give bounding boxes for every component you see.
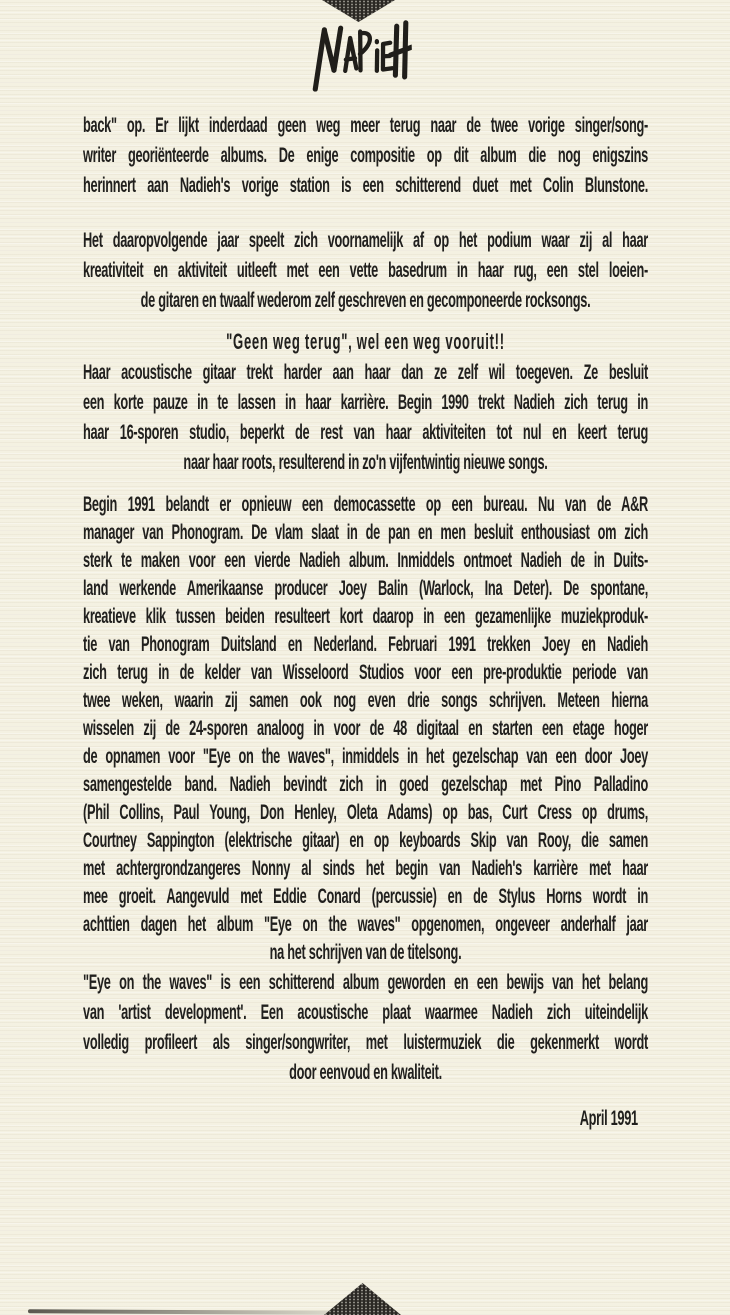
paragraph-begin-1991 xyxy=(83,490,648,966)
text-line: Het daaropvolgende jaar speelt zich voornamelijk af op het podium waar zij al haar xyxy=(83,228,648,252)
text-line: met achtergrondzangeres Nonny al sinds het begin van Nadieh's karrière met haar xyxy=(83,856,648,880)
text-line: mee groeit. Aangevuld met Eddie Conard (percussie) en de Stylus Horns wordt in xyxy=(83,884,648,908)
section-heading: "Geen weg terug", wel een weg vooruit!! xyxy=(226,329,505,354)
text-line: door eenvoud en kwaliteit. xyxy=(289,1060,442,1084)
text-line: manager van Phonogram. De vlam slaat in de pan en men besluit enthousiast om zich xyxy=(83,520,648,544)
text-line: land werkende Amerikaanse producer Joey Balin (Warlock, Ina Deter). De spontane, xyxy=(83,576,648,600)
paragraph-following-year xyxy=(83,225,648,315)
text-line: sterk te maken voor een vierde Nadieh album. Inmiddels ontmoet Nadieh de in Duits- xyxy=(83,548,648,572)
text-line: writer georiënteerde albums. De enige compositie op dit album die nog enigszins xyxy=(83,143,648,167)
paragraph-acoustic-guitar xyxy=(83,357,648,477)
text-line: back" op. Er lijkt inderdaad geen weg meer terug naar de twee vorige singer/song- xyxy=(83,113,648,137)
text-line: zich terug in de kelder van Wisseloord Studios voor een pre-produktie periode van xyxy=(83,660,648,684)
text-line: twee weken, waarin zij samen ook nog even drie songs schrijven. Meteen hierna xyxy=(83,688,648,712)
text-line: een korte pauze in te lassen in haar karrière. Begin 1990 trekt Nadieh zich terug in xyxy=(83,390,648,414)
text-line: de opnamen voor "Eye on the waves", inmiddels in het gezelschap van een door Joey xyxy=(83,744,648,768)
nadieh-logo xyxy=(309,18,413,92)
text-line: na het schrijven van de titelsong. xyxy=(269,940,462,964)
diamond-ornament-bottom-icon xyxy=(324,1283,401,1315)
scan-edge-artifact xyxy=(28,1309,333,1315)
paragraph-no-way-back xyxy=(83,110,648,200)
text-line: herinnert aan Nadieh's vorige station is een schitterend duet met Colin Blunstone. xyxy=(83,173,648,197)
text-line: (Phil Collins, Paul Young, Don Henley, Oleta Adams) op bas, Curt Cress op drums, xyxy=(83,800,648,824)
text-line: Begin 1991 belandt er opnieuw een democassette op een bureau. Nu van de A&R xyxy=(83,492,648,516)
text-line: Haar acoustische gitaar trekt harder aan haar dan ze zelf wil toegeven. Ze besluit xyxy=(83,360,648,384)
paragraph-eye-on-the-waves xyxy=(83,967,648,1087)
text-line: haar 16-sporen studio, beperkt de rest van haar aktiviteiten tot nul en keert terug xyxy=(83,420,648,444)
text-line: tie van Phonogram Duitsland en Nederland. Februari 1991 trekken Joey en Nadieh xyxy=(83,632,648,656)
date-line: April 1991 xyxy=(579,1106,638,1130)
text-line: volledig profileert als singer/songwriter, met luistermuziek die gekenmerkt wordt xyxy=(83,1030,648,1054)
text-line: naar haar roots, resulterend in zo'n vijfentwintig nieuwe songs. xyxy=(183,450,548,474)
text-line: kreatieve klik tussen beiden resulteert kort daarop in een gezamenlijke muziekproduk- xyxy=(83,604,648,628)
text-line: Courtney Sappington (elektrische gitaar) en op keyboards Skip van Rooy, die samen xyxy=(83,828,648,852)
text-line: achttien dagen het album "Eye on the waves" opgenomen, ongeveer anderhalf jaar xyxy=(83,912,648,936)
text-line: wisselen zij de 24-sporen analoog in voor de 48 digitaal en starten een etage hoger xyxy=(83,716,648,740)
text-line: van 'artist development'. Een acoustische plaat waarmee Nadieh zich uiteindelijk xyxy=(83,1000,648,1024)
text-line: samengestelde band. Nadieh bevindt zich in goed gezelschap met Pino Palladino xyxy=(83,772,648,796)
text-line: kreativiteit en aktiviteit uitleeft met een vette basedrum in haar rug, een stel loeien- xyxy=(83,258,648,282)
text-line: de gitaren en twaalf wederom zelf geschreven en gecomponeerde rocksongs. xyxy=(140,288,591,312)
text-line: "Eye on the waves" is een schitterend album geworden en een bewijs van het belang xyxy=(83,970,648,994)
